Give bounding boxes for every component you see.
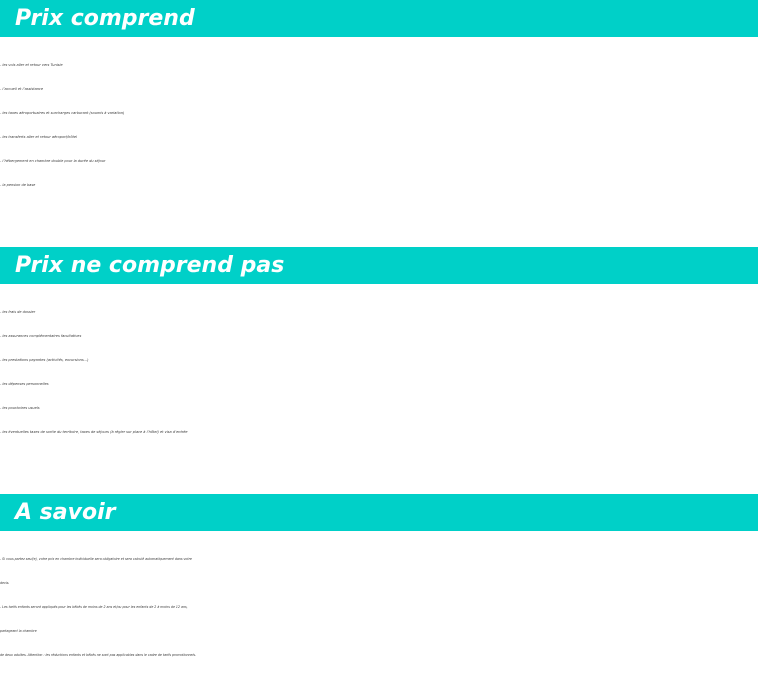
- list-item: - Les tarifs enfants seront appliqués pour les bébés de moins de 2 ans et/ou pour les enfants de 2 à moins de 12 ans,: [0, 605, 188, 609]
- section-list: [0, 53, 758, 197]
- list-item: - les prestations payantes (activités, excursions…): [0, 358, 89, 362]
- list-item: - Si vous partez seul(e), votre prix en chambre individuelle sera obligatoire et sera calculé automatiquement dans votre: [0, 557, 192, 561]
- section-prix-comprend: [0, 0, 758, 197]
- section-header: Prix comprend: [0, 0, 758, 37]
- section-header: A savoir: [0, 494, 758, 531]
- section-a-savoir: [0, 494, 758, 667]
- list-item: - l’accueil et l’assistance: [0, 87, 44, 91]
- section-list: [0, 547, 758, 667]
- section-header: Prix ne comprend pas: [0, 247, 758, 284]
- list-item: - les pourboires usuels: [0, 406, 40, 410]
- list-item: - les dépenses personnelles: [0, 382, 49, 386]
- list-item: - les éventuelles taxes de sortie du territoire, taxes de séjours (à régler sur place à l’hôtel) et visa d’entrée: [0, 430, 188, 434]
- list-item: - les vols aller et retour vers Tunisie: [0, 63, 63, 67]
- list-item: de deux adultes. Attention : les réductions enfants et bébés ne sont pas applicables dans le cadre de tarifs promotionnels.: [0, 653, 197, 657]
- list-item: - la pension de base: [0, 183, 36, 187]
- list-item: partageant la chambre: [0, 629, 37, 633]
- list-item: - les transferts aller et retour aéroport/hôtel: [0, 135, 77, 139]
- section-list: [0, 300, 758, 444]
- section-prix-ne-comprend-pas: [0, 247, 758, 444]
- list-item: devis.: [0, 581, 10, 585]
- list-item: - les taxes aéroportuaires et surcharges carburant (soumis à variation): [0, 111, 125, 115]
- list-item: - les frais de dossier: [0, 310, 36, 314]
- list-item: - les assurances complémentaires facultatives: [0, 334, 82, 338]
- list-item: - l’hébergement en chambre double pour la durée du séjour: [0, 159, 106, 163]
